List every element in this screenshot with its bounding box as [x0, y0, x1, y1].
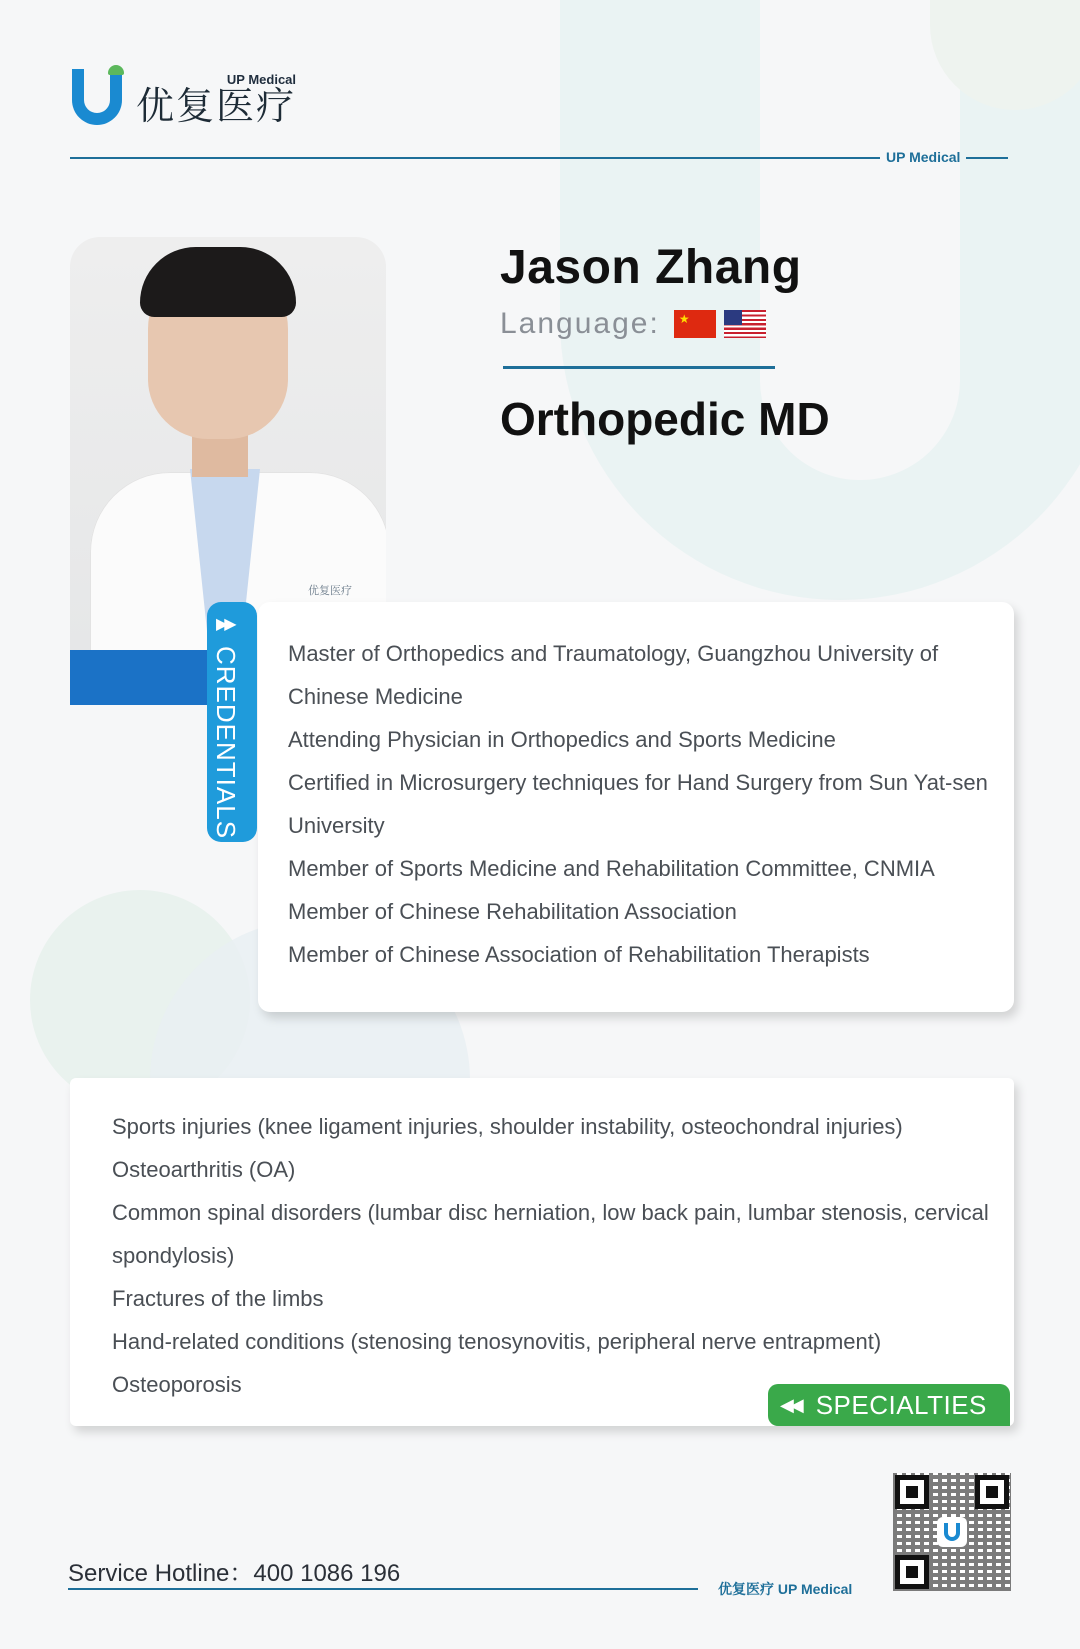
- brand-name-en: UP Medical: [226, 72, 297, 87]
- qr-code-icon[interactable]: [893, 1473, 1011, 1591]
- specialty-item: Common spinal disorders (lumbar disc herniation, low back pain, lumbar stenosis, cervical spondylosis): [112, 1200, 989, 1268]
- u-logo-icon: [70, 65, 126, 127]
- service-hotline: Service Hotline：400 1086 196: [68, 1560, 401, 1587]
- specialties-tab: [768, 1384, 1010, 1426]
- doctor-photo: [70, 237, 386, 650]
- specialty-item: Fractures of the limbs: [112, 1286, 324, 1311]
- photo-accent-bar: [70, 650, 210, 705]
- footer-brand: 优复医疗 UP Medical: [718, 1581, 853, 1597]
- language-label: Language:: [500, 307, 660, 340]
- header-divider-tail: [966, 157, 1008, 159]
- header-divider: [70, 157, 880, 159]
- specialty-item: Hand-related conditions (stenosing tenosynovitis, peripheral nerve entrapment): [112, 1329, 882, 1354]
- brand-logo: [70, 65, 296, 127]
- doctor-name: Jason Zhang: [500, 241, 802, 294]
- specialties-tab-label: SPECIALTIES: [815, 1389, 987, 1420]
- language-row: [500, 307, 766, 341]
- credentials-tab-label: CREDENTIALS: [211, 646, 241, 840]
- credential-item: Member of Chinese Association of Rehabilitation Therapists: [288, 942, 870, 967]
- credential-item: Member of Chinese Rehabilitation Association: [288, 899, 737, 924]
- specialty-item: Osteoarthritis (OA): [112, 1157, 296, 1182]
- header-divider-label: UP Medical: [886, 149, 961, 165]
- brand-name-cn: 优复医疗: [136, 86, 297, 128]
- double-arrow-left-icon: ◀◀: [780, 1394, 800, 1415]
- specialty-item: Sports injuries (knee ligament injuries, shoulder instability, osteochondral injuries): [112, 1114, 903, 1139]
- credential-item: Attending Physician in Orthopedics and Sports Medicine: [288, 727, 836, 752]
- coat-logo: 优复医疗: [308, 585, 352, 597]
- us-flag-icon: [724, 310, 766, 338]
- credential-item: Certified in Microsurgery techniques for Hand Surgery from Sun Yat-sen University: [288, 770, 988, 838]
- specialties-list: [112, 1105, 992, 1406]
- doctor-title: Orthopedic MD: [500, 393, 830, 445]
- name-divider: [503, 366, 775, 369]
- credential-item: Member of Sports Medicine and Rehabilitation Committee, CNMIA: [288, 856, 935, 881]
- footer-divider: [68, 1588, 698, 1590]
- double-arrow-right-icon: ▶▶: [216, 616, 233, 633]
- credentials-list: [288, 632, 998, 976]
- credentials-tab: [207, 602, 257, 842]
- specialty-item: Osteoporosis: [112, 1372, 242, 1397]
- china-flag-icon: ★: [674, 310, 716, 338]
- credential-item: Master of Orthopedics and Traumatology, Guangzhou University of Chinese Medicine: [288, 641, 939, 709]
